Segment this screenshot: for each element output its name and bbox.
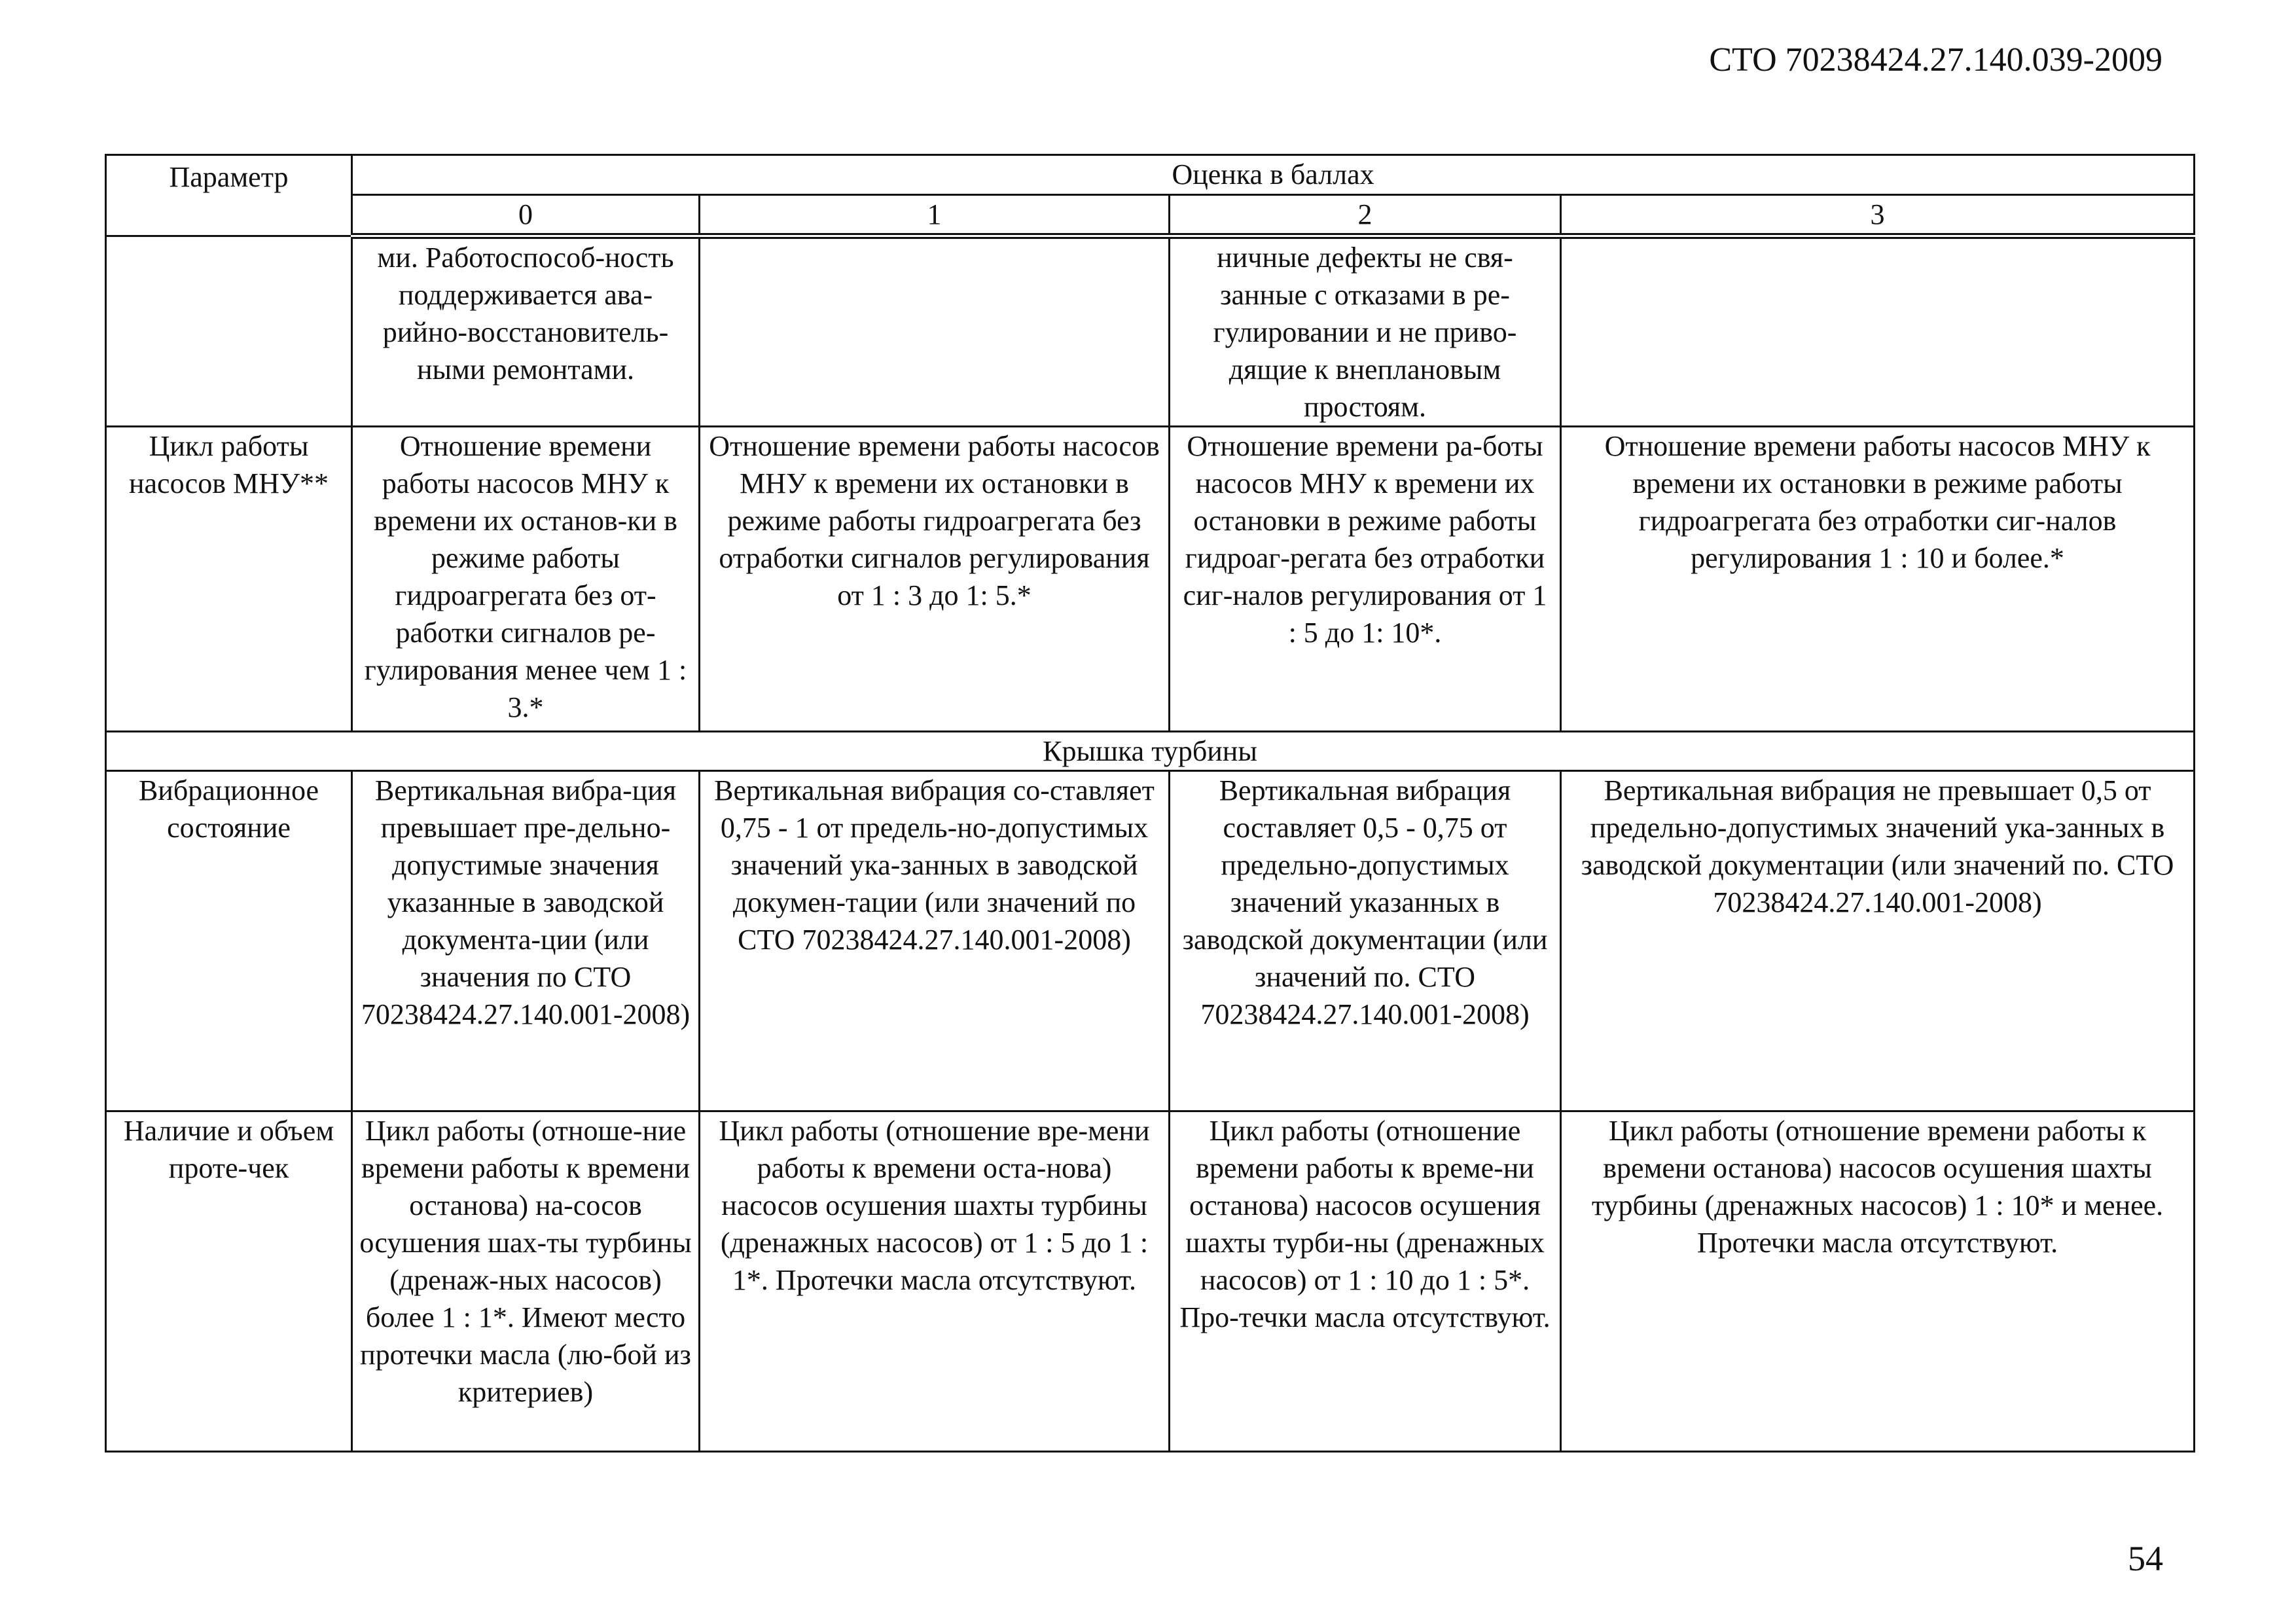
table-row: [106, 771, 2195, 1111]
table-row: [106, 1111, 2195, 1452]
row-param: [106, 236, 352, 427]
row-cell-3: Отношение времени работы насосов МНУ к времени их остановки в режиме работы гидроагрегата без отработки сиг-налов регулирования 1 : 10 и более.*: [1561, 427, 2195, 732]
row-cell-3: Вертикальная вибрация не превышает 0,5 от предельно-допустимых значений ука-занных в заводской документации (или значений по. СТО 70238424.27.140.001-2008): [1561, 771, 2195, 1111]
row-cell-1: Вертикальная вибрация со-ставляет 0,75 - 1 от предель-но-допустимых значений ука-занных в заводской докумен-тации (или значений по СТО 70238424.27.140.001-2008): [700, 771, 1170, 1111]
row-cell-2: Отношение времени ра-боты насосов МНУ к времени их остановки в режиме работы гидроаг-регата без отработки сиг-налов регулирования от 1 : 5 до 1: 10*.: [1170, 427, 1561, 732]
header-level-0: 0: [352, 195, 700, 236]
row-cell-0: Вертикальная вибра-ция превышает пре-дельно-допустимые значения указанные в заводской документа-ции (или значения по СТО 70238424.27.140.001-2008): [352, 771, 700, 1111]
table-row: [106, 427, 2195, 732]
row-cell-2: Цикл работы (отношение времени работы к време-ни останова) насосов осушения шахты турби-ны (дренажных насосов) от 1 : 10 до 1 : 5*. Про-течки масла отсутствуют.: [1170, 1111, 1561, 1452]
header-param: Параметр: [106, 155, 352, 236]
row-cell-2: ничные дефекты не свя-занные с отказами в ре-гулировании и не приво-дящие к внеплановым простоям.: [1170, 236, 1561, 427]
page-number: 54: [2128, 1539, 2163, 1578]
row-param: Цикл работы насосов МНУ**: [106, 427, 352, 732]
row-param: Вибрационное состояние: [106, 771, 352, 1111]
header-level-3: 3: [1561, 195, 2195, 236]
header-level-2: 2: [1170, 195, 1561, 236]
row-cell-1: Отношение времени работы насосов МНУ к времени их остановки в режиме работы гидроагрегата без отработки сигналов регулирования от 1 : 3 до 1: 5.*: [700, 427, 1170, 732]
header-level-1: 1: [700, 195, 1170, 236]
section-row: [106, 732, 2195, 771]
table-header-levels-row: [106, 195, 2195, 236]
row-cell-3: Цикл работы (отношение времени работы к времени останова) насосов осушения шахты турбины (дренажных насосов) 1 : 10* и менее. Протечки масла отсутствуют.: [1561, 1111, 2195, 1452]
row-cell-2: Вертикальная вибрация составляет 0,5 - 0,75 от предельно-допустимых значений указанных в заводской документации (или значений по. СТО 70238424.27.140.001-2008): [1170, 771, 1561, 1111]
row-cell-0: Отношение времени работы насосов МНУ к времени их останов-ки в режиме работы гидроагрегата без от-работки сигналов ре-гулирования менее чем 1 : 3.*: [352, 427, 700, 732]
section-title: Крышка турбины: [106, 732, 2195, 771]
table-header-row: [106, 155, 2195, 195]
row-param: Наличие и объем проте-чек: [106, 1111, 352, 1452]
row-cell-0: Цикл работы (отноше-ние времени работы к времени останова) на-сосов осушения шах-ты турбины (дренаж-ных насосов) более 1 : 1*. Имеют место протечки масла (лю-бой из критериев): [352, 1111, 700, 1452]
row-cell-1: [700, 236, 1170, 427]
document-code: СТО 70238424.27.140.039-2009: [1709, 41, 2162, 79]
row-cell-3: [1561, 236, 2195, 427]
assessment-table: [105, 154, 2195, 1453]
row-cell-1: Цикл работы (отношение вре-мени работы к времени оста-нова) насосов осушения шахты турбины (дренажных насосов) от 1 : 5 до 1 : 1*. Протечки масла отсутствуют.: [700, 1111, 1170, 1452]
row-cell-0: ми. Работоспособ-ность поддерживается ава-рийно-восстановитель-ными ремонтами.: [352, 236, 700, 427]
header-score: Оценка в баллах: [352, 155, 2195, 195]
table-row: [106, 236, 2195, 427]
